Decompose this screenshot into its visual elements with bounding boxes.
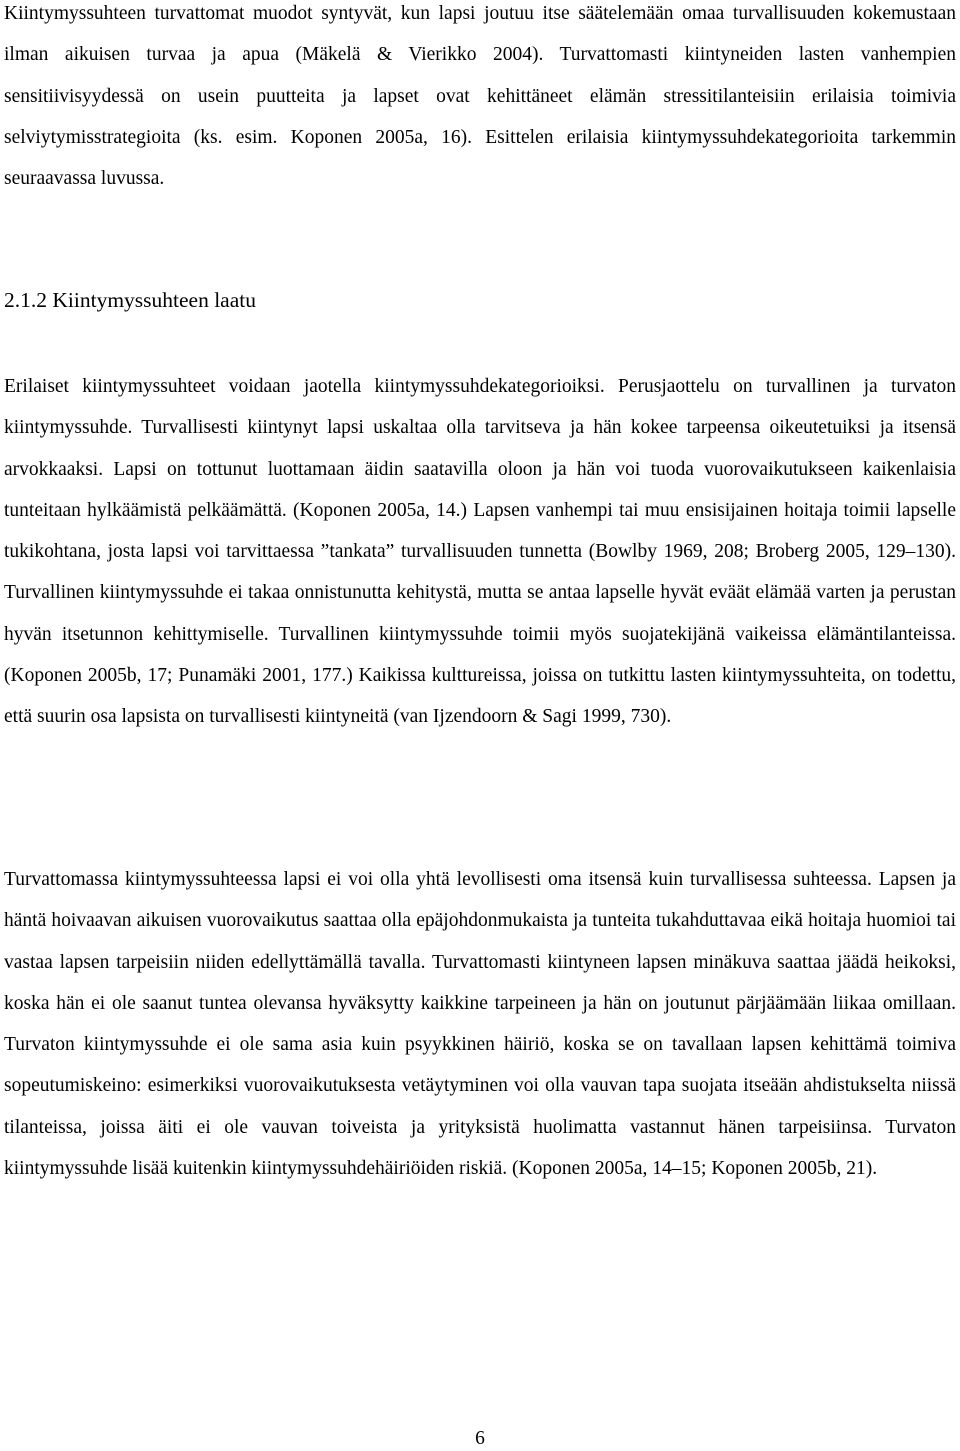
page-number: 6 [475,1428,485,1449]
document-page [4,0,956,1451]
paragraph-secure-attachment: Erilaiset kiintymyssuhteet voidaan jaotella kiintymyssuhdekategorioiksi. Perusjaottelu on turvallinen ja turvaton kiintymyssuhde. Turvallisesti kiintynyt lapsi uskaltaa olla tarvitseva ja hän kokee tarpeensa oikeutetuiksi ja itsensä arvokkaaksi. Lapsi on tottunut luottamaan äidin saatavilla oloon ja hän voi tuoda vuorovaikutukseen kaikenlaisia tunteitaan hylkäämistä pelkäämättä. (Koponen 2005a, 14.) Lapsen vanhempi tai muu ensisijainen hoitaja toimii lapselle tukikohtana, josta lapsi voi tarvittaessa ”tankata” turvallisuuden tunnetta (Bowlby 1969, 208; Broberg 2005, 129–130). Turvallinen kiintymyssuhde ei takaa onnistunutta kehitystä, mutta se antaa lapselle hyvät eväät elämää varten ja perustan hyvän itsetunnon kehittymiselle. Turvallinen kiintymyssuhde toimii myös suojatekijänä vaikeissa elämäntilanteissa. (Koponen 2005b, 17; Punamäki 2001, 177.) Kaikissa kulttureissa, joissa on tutkittu lasten kiintymyssuhteita, on todettu, että suurin osa lapsista on turvallisesti kiintyneitä (van Ijzendoorn & Sagi 1999, 730). [4,376,956,728]
section-heading: 2.1.2 Kiintymyssuhteen laatu [4,288,256,312]
paragraph-insecure-attachment: Turvattomassa kiintymyssuhteessa lapsi ei voi olla yhtä levollisesti oma itsensä kuin turvallisessa suhteessa. Lapsen ja häntä hoivaavan aikuisen vuorovaikutus saattaa olla epäjohdonmukaista ja tunteita tukahduttavaa eikä hoitaja huomioi tai vastaa lapsen tarpeisiin niiden edellyttämällä tavalla. Turvattomasti kiintyneen lapsen minäkuva saattaa jäädä heikoksi, koska hän ei ole saanut tuntea olevansa hyväksytty kaikkine tarpeineen ja hän on joutunut pärjäämään liikaa omillaan. Turvaton kiintymyssuhde ei ole sama asia kuin psyykkinen häiriö, koska se on tavallaan lapsen kehittämä toimiva sopeutumiskeino: esimerkiksi vuorovaikutuksesta vetäytyminen voi olla vauvan tapa suojata itseään ahdistukselta niissä tilanteissa, joissa äiti ei ole vauvan toiveista ja yrityksistä huolimatta vastannut hänen tarpeisiinsa. Turvaton kiintymyssuhde lisää kuitenkin kiintymyssuhdehäiriöiden riskiä. (Koponen 2005a, 14–15; Koponen 2005b, 21). [4,869,956,1180]
paragraph-intro: Kiintymyssuhteen turvattomat muodot syntyvät, kun lapsi joutuu itse säätelemään omaa turvallisuuden kokemustaan ilman aikuisen turvaa ja apua (Mäkelä & Vierikko 2004). Turvattomasti kiintyneiden lasten vanhempien sensitiivisyydessä on usein puutteita ja lapset ovat kehittäneet elämän stressitilanteisiin erilaisia toimivia selviytymisstrategioita (ks. esim. Koponen 2005a, 16). Esittelen erilaisia kiintymyssuhdekategorioita tarkemmin seuraavassa luvussa. [4,3,956,190]
